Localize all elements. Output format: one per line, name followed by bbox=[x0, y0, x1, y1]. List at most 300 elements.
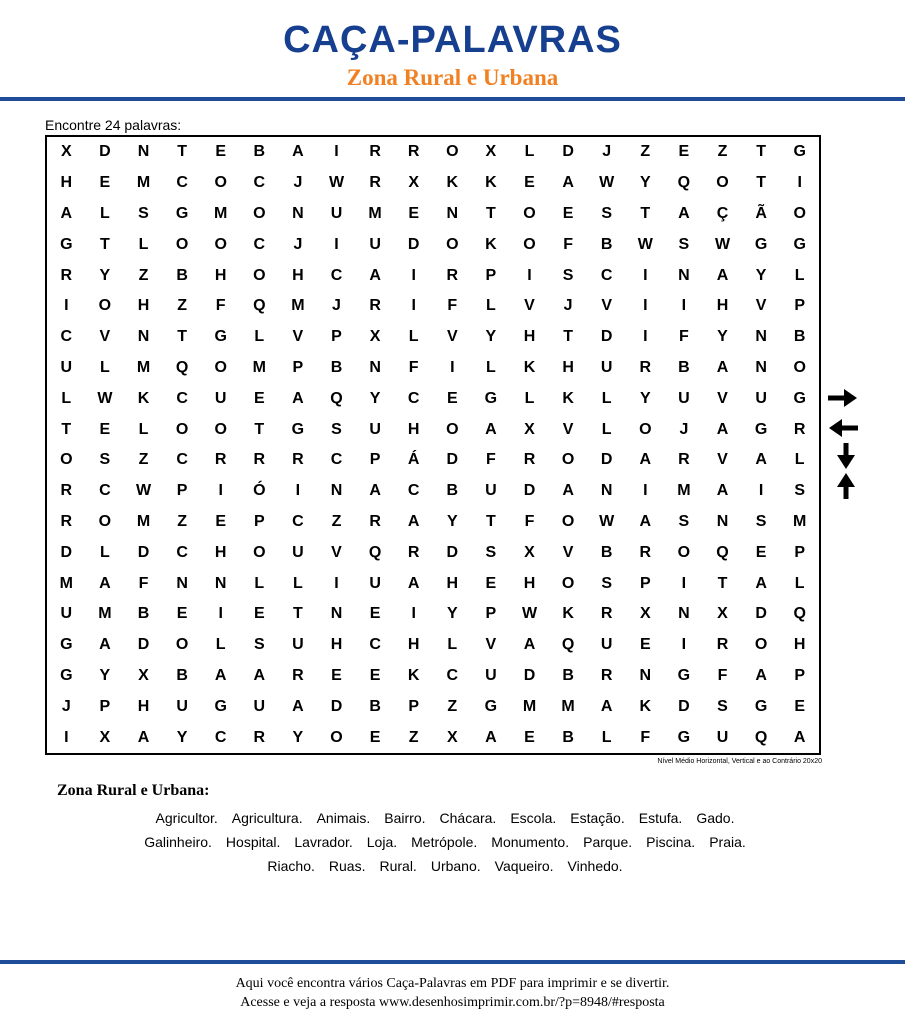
grid-cell: C bbox=[176, 174, 188, 192]
grid-cell: A bbox=[716, 358, 729, 376]
grid-cell: S bbox=[717, 697, 728, 715]
grid-cell: Y bbox=[639, 174, 651, 192]
word-list-item: Estufa. bbox=[638, 810, 683, 826]
grid-cell: G bbox=[754, 420, 768, 438]
grid-cell: K bbox=[485, 235, 497, 253]
grid-cell: J bbox=[332, 297, 341, 315]
grid-cell: L bbox=[215, 636, 226, 654]
grid-cell: R bbox=[407, 143, 420, 161]
grid-cell: B bbox=[369, 697, 381, 715]
grid-cell: U bbox=[485, 482, 497, 500]
grid-cell: I bbox=[64, 728, 69, 746]
grid-cell: E bbox=[99, 420, 111, 438]
grid-cell: Z bbox=[138, 266, 149, 284]
grid-cell: G bbox=[214, 328, 227, 346]
grid-cell: D bbox=[137, 543, 150, 561]
grid-cell: O bbox=[716, 174, 729, 192]
grid-cell: O bbox=[754, 636, 768, 654]
grid-cell: N bbox=[137, 328, 150, 346]
grid-cell: B bbox=[176, 666, 188, 684]
grid-cell: A bbox=[407, 574, 420, 592]
grid-cell: Y bbox=[369, 389, 381, 407]
grid-cell: R bbox=[639, 543, 652, 561]
grid-cell: U bbox=[292, 636, 304, 654]
grid-cell: C bbox=[330, 451, 343, 469]
grid-cell: L bbox=[100, 543, 110, 561]
word-list-item: Loja. bbox=[366, 834, 398, 850]
grid-cell: T bbox=[254, 420, 265, 438]
grid-cell: X bbox=[99, 728, 111, 746]
grid-cell: A bbox=[523, 636, 536, 654]
grid-cell: F bbox=[563, 235, 573, 253]
grid-cell: C bbox=[176, 543, 188, 561]
grid-cell: A bbox=[562, 482, 574, 500]
grid-cell: R bbox=[60, 482, 73, 500]
bottom-divider bbox=[0, 960, 905, 964]
grid-cell: S bbox=[138, 204, 149, 222]
grid-cell: O bbox=[793, 358, 806, 376]
grid-cell: V bbox=[446, 328, 458, 346]
grid-cell: E bbox=[253, 389, 265, 407]
grid-cell: F bbox=[447, 297, 458, 315]
grid-cell: A bbox=[639, 512, 652, 530]
grid-cell: I bbox=[643, 328, 648, 346]
grid-cell: J bbox=[293, 235, 303, 253]
grid-cell: M bbox=[677, 482, 691, 500]
grid-cell: R bbox=[253, 728, 266, 746]
grid-cell: D bbox=[523, 666, 536, 684]
grid-cell: R bbox=[292, 666, 304, 684]
grid-cell: L bbox=[486, 297, 496, 315]
grid-cell: U bbox=[292, 543, 304, 561]
grid-cell: K bbox=[562, 389, 574, 407]
grid-cell: B bbox=[678, 358, 690, 376]
grid-cell: A bbox=[793, 728, 806, 746]
grid-cell: T bbox=[61, 420, 72, 438]
grid-cell: U bbox=[369, 574, 381, 592]
grid-cell: O bbox=[253, 204, 266, 222]
grid-cell: G bbox=[793, 389, 806, 407]
grid-cell: R bbox=[446, 266, 459, 284]
grid-cell: M bbox=[98, 605, 112, 623]
grid-cell: B bbox=[330, 358, 343, 376]
grid-cell: L bbox=[293, 574, 303, 592]
grid-cell: H bbox=[137, 297, 150, 315]
grid-cell: P bbox=[794, 666, 806, 684]
grid-cell: B bbox=[600, 543, 613, 561]
grid-cell: O bbox=[214, 235, 227, 253]
grid-cell: I bbox=[411, 605, 416, 623]
grid-cell: N bbox=[137, 143, 150, 161]
grid-cell: T bbox=[756, 143, 766, 161]
grid-cell: S bbox=[601, 574, 613, 592]
grid-cell: I bbox=[218, 605, 223, 623]
grid-cell: S bbox=[755, 512, 767, 530]
grid-cell: B bbox=[253, 143, 266, 161]
grid-cell: K bbox=[562, 605, 574, 623]
grid-cell: H bbox=[292, 266, 304, 284]
top-divider bbox=[0, 97, 905, 101]
grid-cell: U bbox=[678, 389, 690, 407]
word-list-title: Zona Rural e Urbana: bbox=[57, 782, 210, 799]
grid-cell: S bbox=[562, 266, 574, 284]
grid-cell: L bbox=[61, 389, 72, 407]
grid-cell: Q bbox=[754, 728, 768, 746]
grid-cell: L bbox=[601, 389, 612, 407]
grid-cell: Z bbox=[138, 451, 149, 469]
grid-cell: U bbox=[60, 605, 73, 623]
word-list-item: Bairro. bbox=[384, 810, 426, 826]
grid-cell: Q bbox=[253, 297, 266, 315]
grid-cell: A bbox=[292, 389, 304, 407]
arrow-left-icon bbox=[826, 414, 860, 442]
grid-cell: O bbox=[214, 420, 227, 438]
grid-cell: Y bbox=[99, 266, 111, 284]
word-list-item: Estação. bbox=[570, 810, 625, 826]
grid-cell: A bbox=[639, 451, 652, 469]
grid-cell: W bbox=[135, 482, 152, 500]
grid-cell: I bbox=[681, 636, 687, 654]
grid-cell: I bbox=[797, 174, 802, 192]
arrow-right-icon bbox=[826, 384, 860, 412]
grid-cell: I bbox=[758, 482, 764, 500]
grid-cell: Ã bbox=[755, 204, 767, 222]
grid-cell: B bbox=[600, 235, 613, 253]
grid-cell: T bbox=[563, 328, 573, 346]
grid-cell: L bbox=[100, 204, 110, 222]
grid-cell: D bbox=[600, 451, 613, 469]
word-list-item: Vinhedo. bbox=[567, 858, 623, 874]
grid-cell: L bbox=[601, 728, 612, 746]
grid-cell: R bbox=[60, 512, 73, 530]
grid-cell: E bbox=[215, 512, 227, 530]
grid-cell: L bbox=[524, 389, 535, 407]
word-list-item: Urbano. bbox=[430, 858, 481, 874]
grid-cell: C bbox=[176, 451, 188, 469]
grid-cell: H bbox=[446, 574, 459, 592]
grid-cell: Y bbox=[292, 728, 304, 746]
grid-cell: Z bbox=[177, 297, 187, 315]
grid-cell: Y bbox=[717, 328, 728, 346]
grid-cell: I bbox=[218, 482, 223, 500]
grid-cell: O bbox=[214, 174, 227, 192]
grid-cell: J bbox=[563, 297, 573, 315]
grid-cell: B bbox=[793, 328, 806, 346]
grid-cell: Q bbox=[368, 543, 382, 561]
grid-cell: X bbox=[524, 420, 535, 438]
grid-cell: L bbox=[254, 574, 265, 592]
grid-cell: R bbox=[369, 174, 381, 192]
grid-cell: X bbox=[485, 143, 497, 161]
grid-cell: R bbox=[716, 636, 729, 654]
word-list-item: Escola. bbox=[510, 810, 557, 826]
grid-cell: S bbox=[485, 543, 497, 561]
grid-cell: A bbox=[253, 666, 266, 684]
grid-cell: N bbox=[369, 358, 381, 376]
grid-cell: Ó bbox=[253, 482, 266, 500]
grid-cell: S bbox=[253, 636, 265, 654]
grid-cell: E bbox=[446, 389, 458, 407]
grid-cell: Y bbox=[446, 512, 458, 530]
grid-cell: A bbox=[755, 666, 767, 684]
grid-cell: J bbox=[602, 143, 612, 161]
grid-cell: G bbox=[793, 143, 806, 161]
grid-cell: N bbox=[446, 204, 459, 222]
grid-cell: E bbox=[331, 666, 342, 684]
grid-cell: U bbox=[330, 204, 343, 222]
page-subtitle: Zona Rural e Urbana bbox=[346, 65, 559, 90]
grid-cell: L bbox=[138, 235, 149, 253]
grid-cell: Q bbox=[330, 389, 343, 407]
word-list bbox=[45, 806, 845, 878]
grid-cell: S bbox=[601, 204, 613, 222]
grid-cell: D bbox=[523, 482, 536, 500]
word-list-item: Ruas. bbox=[328, 858, 366, 874]
word-list-item: Galinheiro. bbox=[144, 834, 212, 850]
footer-line-1: Aqui você encontra vários Caça-Palavras em PDF para imprimir e se divertir. bbox=[235, 976, 670, 991]
grid-cell: G bbox=[60, 235, 73, 253]
grid-cell: O bbox=[98, 297, 112, 315]
grid-cell: E bbox=[369, 728, 381, 746]
grid-cell: C bbox=[407, 482, 420, 500]
grid-cell: W bbox=[599, 174, 615, 192]
grid-cell: S bbox=[678, 235, 690, 253]
grid-cell: E bbox=[176, 605, 188, 623]
footer bbox=[0, 974, 905, 1012]
grid-cell: H bbox=[214, 543, 227, 561]
grid-cell: N bbox=[678, 605, 690, 623]
grid-cell: D bbox=[60, 543, 73, 561]
grid-cell: F bbox=[524, 512, 535, 530]
grid-cell: O bbox=[446, 235, 459, 253]
grid-cell: M bbox=[59, 574, 73, 592]
grid-cell: V bbox=[485, 636, 497, 654]
grid-cell: A bbox=[485, 728, 497, 746]
grid-cell: I bbox=[64, 297, 69, 315]
grid-cell: N bbox=[755, 358, 767, 376]
grid-cell: Y bbox=[446, 605, 458, 623]
grid-cell: R bbox=[600, 605, 613, 623]
grid-cell: N bbox=[292, 204, 304, 222]
grid-cell: G bbox=[754, 697, 768, 715]
grid-cell: A bbox=[716, 420, 729, 438]
grid-cell: M bbox=[252, 358, 266, 376]
grid-cell: P bbox=[369, 451, 381, 469]
grid-cell: E bbox=[253, 605, 265, 623]
grid-cell: U bbox=[214, 389, 227, 407]
grid-cell: V bbox=[601, 297, 613, 315]
grid-cell: V bbox=[717, 451, 728, 469]
grid-cell: A bbox=[60, 204, 73, 222]
grid-cell: A bbox=[716, 266, 729, 284]
grid-cell: N bbox=[639, 666, 652, 684]
grid-cell: R bbox=[214, 451, 227, 469]
grid-cell: A bbox=[137, 728, 150, 746]
grid-cell: I bbox=[527, 266, 532, 284]
grid-cell: G bbox=[291, 420, 305, 438]
grid-cell: G bbox=[60, 666, 73, 684]
grid-cell: A bbox=[600, 697, 613, 715]
grid-cell: E bbox=[369, 605, 381, 623]
grid-cell: Q bbox=[793, 605, 806, 623]
grid-cell: I bbox=[411, 297, 416, 315]
grid-cell: I bbox=[643, 482, 648, 500]
grid-cell: A bbox=[407, 512, 420, 530]
grid-cell: K bbox=[485, 174, 497, 192]
grid-cell: P bbox=[253, 512, 265, 530]
grid-cell: F bbox=[679, 328, 689, 346]
grid-cell: U bbox=[716, 728, 729, 746]
grid-cell: O bbox=[98, 512, 112, 530]
grid-cell: K bbox=[137, 389, 150, 407]
grid-cell: L bbox=[601, 420, 612, 438]
word-list-item: Agricultura. bbox=[231, 810, 303, 826]
grid-cell: H bbox=[562, 358, 574, 376]
grid-cell: Q bbox=[677, 174, 691, 192]
grid-cell: S bbox=[99, 451, 111, 469]
grid-cell: Ç bbox=[716, 204, 729, 222]
grid-cell: O bbox=[561, 574, 575, 592]
grid-cell: L bbox=[138, 420, 149, 438]
grid-cell: B bbox=[137, 605, 150, 623]
grid-cell: N bbox=[176, 574, 188, 592]
grid-cell: G bbox=[60, 636, 73, 654]
grid-cell: T bbox=[486, 512, 496, 530]
grid-cell: X bbox=[524, 543, 535, 561]
grid-cell: S bbox=[794, 482, 806, 500]
grid-cell: Z bbox=[408, 728, 419, 746]
grid-cell: R bbox=[793, 420, 806, 438]
grid-cell: N bbox=[678, 266, 690, 284]
grid-cell: T bbox=[486, 204, 496, 222]
word-list-item: Metrópole. bbox=[411, 834, 478, 850]
grid-cell: D bbox=[562, 143, 574, 161]
grid-cell: C bbox=[253, 174, 266, 192]
grid-cell: P bbox=[485, 266, 497, 284]
grid-cell: A bbox=[292, 143, 304, 161]
grid-cell: K bbox=[407, 666, 420, 684]
grid-cell: G bbox=[677, 728, 691, 746]
arrow-down-icon bbox=[826, 442, 860, 470]
grid-cell: U bbox=[485, 666, 497, 684]
difficulty-level: Nível Médio Horizontal, Vertical e ao Contrário 20x20 bbox=[657, 758, 822, 765]
grid-cell: H bbox=[214, 266, 227, 284]
page-title: CAÇA-PALAVRAS bbox=[283, 19, 622, 61]
grid-cell: O bbox=[446, 420, 459, 438]
grid-cell: X bbox=[717, 605, 728, 623]
grid-cell: L bbox=[524, 143, 535, 161]
grid-cell: P bbox=[639, 574, 651, 592]
grid-cell: N bbox=[716, 512, 729, 530]
grid-cell: G bbox=[484, 389, 498, 407]
grid-cell: L bbox=[486, 358, 496, 376]
grid-cell: O bbox=[793, 204, 806, 222]
grid-cell: P bbox=[408, 697, 420, 715]
grid-cell: M bbox=[136, 358, 151, 376]
grid-cell: J bbox=[61, 697, 71, 715]
grid-cell: H bbox=[523, 574, 536, 592]
grid-cell: C bbox=[446, 666, 459, 684]
grid-cell: P bbox=[176, 482, 188, 500]
grid-cell: I bbox=[643, 297, 648, 315]
grid-cell: R bbox=[369, 512, 381, 530]
grid-cell: R bbox=[369, 297, 381, 315]
grid-cell: P bbox=[794, 297, 806, 315]
grid-cell: Z bbox=[640, 143, 651, 161]
grid-cell: E bbox=[369, 666, 381, 684]
grid-cell: N bbox=[214, 574, 227, 592]
grid-cell: G bbox=[754, 235, 768, 253]
grid-cell: G bbox=[677, 666, 691, 684]
grid-cell: X bbox=[408, 174, 420, 192]
grid-cell: C bbox=[292, 512, 304, 530]
grid-cell: O bbox=[175, 235, 189, 253]
grid-cell: U bbox=[369, 235, 381, 253]
grid-cell: R bbox=[678, 451, 690, 469]
grid-cell: T bbox=[756, 174, 766, 192]
grid-cell: A bbox=[485, 420, 497, 438]
word-list-item: Gado. bbox=[696, 810, 735, 826]
grid-cell: C bbox=[99, 482, 111, 500]
grid-cell: X bbox=[639, 605, 651, 623]
grid-cell: I bbox=[334, 143, 339, 161]
grid-cell: R bbox=[292, 451, 304, 469]
word-list-item: Lavrador. bbox=[294, 834, 353, 850]
grid-cell: I bbox=[681, 297, 687, 315]
grid-cell: V bbox=[717, 389, 728, 407]
grid-cell: O bbox=[330, 728, 343, 746]
grid-cell: I bbox=[411, 266, 416, 284]
grid-cell: M bbox=[368, 204, 382, 222]
word-list-item: Riacho. bbox=[267, 858, 315, 874]
word-list-item: Hospital. bbox=[225, 834, 281, 850]
grid-cell: O bbox=[60, 451, 73, 469]
grid-cell: E bbox=[408, 204, 420, 222]
grid-cell: A bbox=[755, 451, 767, 469]
grid-cell: M bbox=[561, 697, 575, 715]
grid-cell: R bbox=[600, 666, 613, 684]
grid-cell: M bbox=[522, 697, 537, 715]
word-list-item: Animais. bbox=[316, 810, 371, 826]
grid-cell: E bbox=[678, 143, 690, 161]
grid-cell: R bbox=[253, 451, 266, 469]
grid-cell: A bbox=[755, 574, 767, 592]
grid-cell: F bbox=[215, 297, 226, 315]
grid-cell: G bbox=[793, 235, 806, 253]
grid-cell: T bbox=[177, 328, 187, 346]
grid-cell: V bbox=[562, 543, 574, 561]
grid-cell: H bbox=[407, 636, 420, 654]
grid-cell: A bbox=[214, 666, 227, 684]
grid-cell: E bbox=[794, 697, 806, 715]
grid-cell: V bbox=[755, 297, 767, 315]
grid-cell: L bbox=[794, 451, 805, 469]
grid-cell: Y bbox=[176, 728, 188, 746]
grid-cell: V bbox=[524, 297, 535, 315]
grid-cell: I bbox=[295, 482, 301, 500]
grid-cell: Z bbox=[331, 512, 342, 530]
grid-cell: E bbox=[755, 543, 767, 561]
word-list-item: Vaqueiro. bbox=[494, 858, 554, 874]
grid-cell: I bbox=[334, 574, 339, 592]
grid-cell: S bbox=[331, 420, 342, 438]
grid-cell: O bbox=[523, 204, 536, 222]
grid-cell: F bbox=[717, 666, 728, 684]
grid-cell: V bbox=[99, 328, 111, 346]
grid-cell: D bbox=[99, 143, 111, 161]
grid-cell: F bbox=[408, 358, 419, 376]
arrow-up-icon bbox=[826, 472, 860, 500]
